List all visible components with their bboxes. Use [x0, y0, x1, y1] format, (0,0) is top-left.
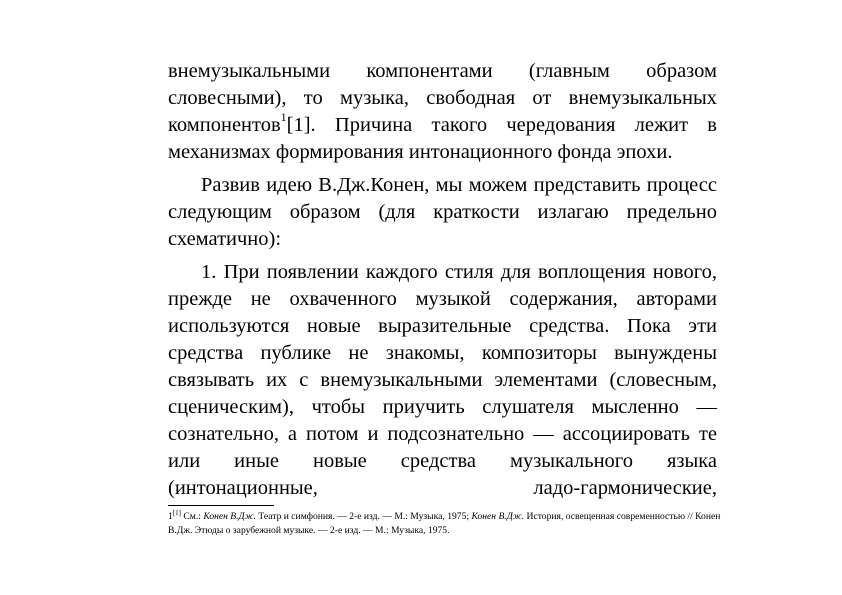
footnote-source-1: Театр и симфония. — 2-е изд. — М.: Музыка, 1975;	[255, 511, 472, 522]
footnote-number: 1	[168, 511, 173, 522]
footnote	[168, 510, 728, 538]
footnote-prefix: См.:	[183, 511, 204, 522]
footnote-marker: [1]	[172, 508, 181, 517]
footnote-author-1: Конен В.Дж.	[203, 511, 256, 522]
footnote-source-2: История, освещенная современностью // Конен В.Дж. Этюды о зарубежной музыке. — 2-е изд. — М.: Музыка, 1975.	[168, 511, 721, 536]
main-text	[168, 58, 717, 508]
paragraph-2: Развив идею В.Дж.Конен, мы можем представить процесс следующим образом (для краткости излагаю предельно схематично):	[168, 174, 717, 250]
paragraph-1	[168, 58, 717, 166]
footnote-text	[168, 510, 728, 538]
footnote-author-2: Конен В.Дж.	[471, 511, 525, 522]
paragraph-1-text-before-ref: внемузыкальными компонентами (главным образом словесными), то музыка, свободная от внемузыкальных компонентов	[168, 60, 717, 136]
footnote-reference[interactable]: 1	[280, 110, 287, 125]
footnote-separator	[168, 505, 274, 506]
paragraph-1-text-after-ref: [1]. Причина такого чередования лежит в механизмах формирования интонационного фонда эпохи.	[168, 114, 717, 163]
paragraph-3: 1. При появлении каждого стиля для воплощения нового, прежде не охваченного музыкой содержания, авторами используются новые выразительные средства. Пока эти средства публике не знакомы, композиторы вынуждены связывать их с внемузыкальными элементами (словесным, сценическим), чтобы приучить слушателя мысленно — сознательно, а потом и подсознательно — ассоциировать те или иные новые средства музыкального языка (интонационные, ладо-гармонические,	[168, 261, 717, 499]
